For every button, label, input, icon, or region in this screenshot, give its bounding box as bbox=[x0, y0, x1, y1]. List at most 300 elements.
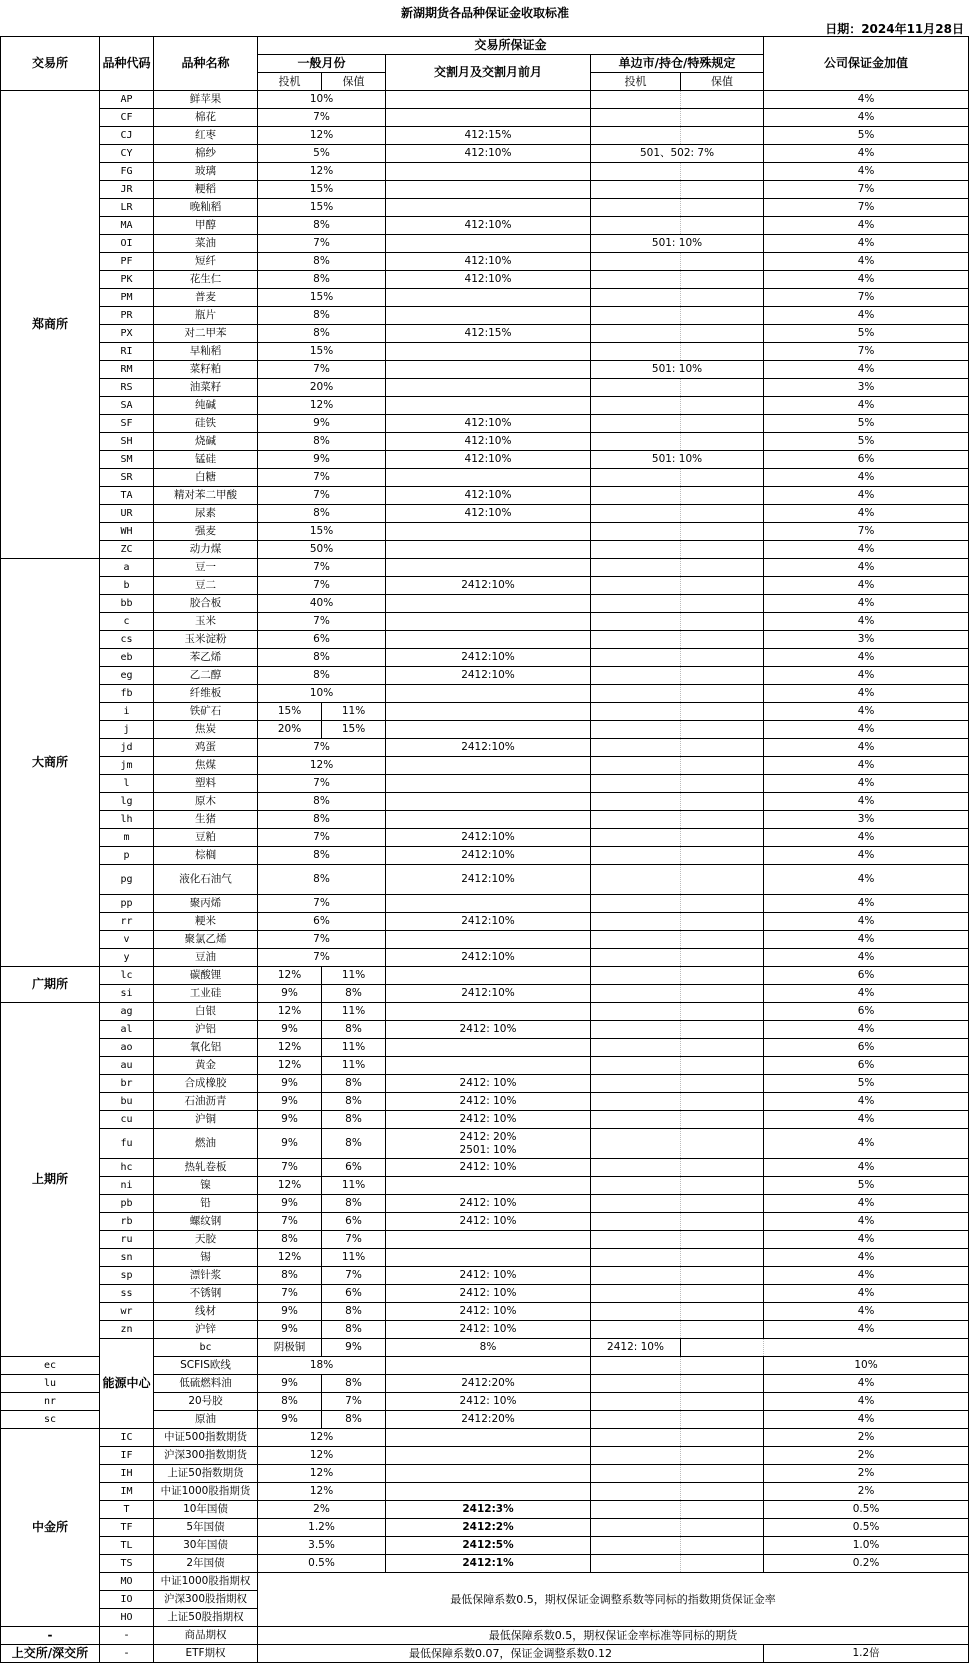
general-cell: 7% bbox=[258, 949, 386, 967]
code-cell: SH bbox=[100, 433, 154, 451]
special-spec-cell bbox=[591, 739, 681, 757]
spec-cell: 8% bbox=[258, 1393, 322, 1411]
delivery-cell bbox=[386, 109, 591, 127]
general-cell: 1.2% bbox=[258, 1519, 386, 1537]
special-hedge-cell bbox=[681, 217, 764, 235]
special-spec-cell bbox=[591, 1429, 681, 1447]
special-hedge-cell bbox=[681, 91, 764, 109]
table-row bbox=[1, 289, 969, 307]
table-row bbox=[1, 721, 969, 739]
code-cell: sn bbox=[100, 1249, 154, 1267]
name-cell: 豆一 bbox=[154, 559, 258, 577]
table-row bbox=[1, 703, 969, 721]
code-cell: fu bbox=[100, 1129, 154, 1159]
delivery-cell: 2412:10% bbox=[386, 913, 591, 931]
general-cell: 12% bbox=[258, 127, 386, 145]
sheet-date: 日期：2024年11月28日 bbox=[825, 22, 964, 36]
name-cell: 纤维板 bbox=[154, 685, 258, 703]
special-hedge-cell bbox=[681, 1057, 764, 1075]
table-row bbox=[1, 1429, 969, 1447]
header-special-hedge: 保值 bbox=[681, 73, 764, 91]
special-hedge-cell bbox=[681, 1375, 764, 1393]
name-cell: 液化石油气 bbox=[154, 865, 258, 895]
special-spec-cell bbox=[591, 595, 681, 613]
general-cell: 10% bbox=[258, 91, 386, 109]
company-add-cell: 4% bbox=[764, 469, 969, 487]
table-row bbox=[1, 415, 969, 433]
code-cell: wr bbox=[100, 1303, 154, 1321]
code-cell: RI bbox=[100, 343, 154, 361]
table-row bbox=[1, 1177, 969, 1195]
table-row bbox=[1, 397, 969, 415]
name-cell: 合成橡胶 bbox=[154, 1075, 258, 1093]
special-hedge-cell bbox=[681, 541, 764, 559]
name-cell: 原油 bbox=[154, 1411, 258, 1429]
spec-cell: 15% bbox=[258, 703, 322, 721]
name-cell: 铅 bbox=[154, 1195, 258, 1213]
table-row bbox=[1, 595, 969, 613]
header-exchange: 交易所 bbox=[1, 37, 100, 91]
code-cell: OI bbox=[100, 235, 154, 253]
hedge-cell: 6% bbox=[322, 1213, 386, 1231]
code-cell: bc bbox=[154, 1339, 258, 1357]
company-add-cell: 4% bbox=[764, 1285, 969, 1303]
special-hedge-cell bbox=[681, 967, 764, 985]
code-cell: a bbox=[100, 559, 154, 577]
name-cell: 聚氯乙烯 bbox=[154, 931, 258, 949]
code-cell: ss bbox=[100, 1285, 154, 1303]
code-cell: - bbox=[100, 1645, 154, 1663]
name-cell: 中证500指数期货 bbox=[154, 1429, 258, 1447]
name-cell: 中证1000股指期货 bbox=[154, 1483, 258, 1501]
name-cell: 粳米 bbox=[154, 913, 258, 931]
name-cell: 阴极铜 bbox=[258, 1339, 322, 1357]
name-cell: 线材 bbox=[154, 1303, 258, 1321]
table-row bbox=[1, 433, 969, 451]
hedge-cell: 8% bbox=[386, 1339, 591, 1357]
company-add-cell: 4% bbox=[764, 949, 969, 967]
special-spec-cell bbox=[591, 487, 681, 505]
name-cell: 螺纹钢 bbox=[154, 1213, 258, 1231]
special-hedge-cell bbox=[681, 667, 764, 685]
company-add-cell: 6% bbox=[764, 451, 969, 469]
special-hedge-cell bbox=[681, 739, 764, 757]
name-cell: 早籼稻 bbox=[154, 343, 258, 361]
delivery-cell: 2412:2% bbox=[386, 1519, 591, 1537]
delivery-cell bbox=[386, 811, 591, 829]
special-hedge-cell bbox=[681, 325, 764, 343]
code-cell: T bbox=[100, 1501, 154, 1519]
table-row bbox=[1, 739, 969, 757]
general-cell: 12% bbox=[258, 1429, 386, 1447]
company-add-cell: 4% bbox=[764, 541, 969, 559]
company-add-cell: 4% bbox=[764, 931, 969, 949]
special-spec-cell bbox=[591, 1249, 681, 1267]
general-cell: 15% bbox=[258, 343, 386, 361]
special-spec-cell bbox=[591, 1393, 681, 1411]
special-hedge-cell bbox=[681, 307, 764, 325]
special-spec-cell bbox=[591, 829, 681, 847]
table-row bbox=[1, 1249, 969, 1267]
table-row bbox=[1, 1057, 969, 1075]
name-cell: 尿素 bbox=[154, 505, 258, 523]
special-hedge-cell bbox=[681, 127, 764, 145]
special-spec-cell bbox=[591, 109, 681, 127]
table-row bbox=[1, 1021, 969, 1039]
delivery-cell: 412:10% bbox=[386, 253, 591, 271]
code-cell: PX bbox=[100, 325, 154, 343]
company-add-cell: 4% bbox=[764, 1213, 969, 1231]
special-spec-cell bbox=[591, 1003, 681, 1021]
spec-cell: 12% bbox=[258, 1177, 322, 1195]
delivery-cell: 2412: 10% bbox=[386, 1267, 591, 1285]
company-add-cell: 4% bbox=[764, 361, 969, 379]
delivery-cell bbox=[386, 235, 591, 253]
table-row bbox=[1, 325, 969, 343]
table-row bbox=[1, 793, 969, 811]
special-hedge-cell bbox=[681, 1555, 764, 1573]
special-spec-cell bbox=[591, 1093, 681, 1111]
company-add-cell: 4% bbox=[764, 253, 969, 271]
name-cell: 黄金 bbox=[154, 1057, 258, 1075]
special-spec-cell bbox=[591, 811, 681, 829]
table-row bbox=[1, 1003, 969, 1021]
delivery-cell: 2412:10% bbox=[386, 865, 591, 895]
table-row bbox=[1, 811, 969, 829]
special-hedge-cell bbox=[681, 757, 764, 775]
delivery-cell: 412:10% bbox=[386, 505, 591, 523]
special-spec-cell bbox=[591, 1111, 681, 1129]
special-spec-cell bbox=[591, 1267, 681, 1285]
special-hedge-cell bbox=[681, 577, 764, 595]
special-hedge-cell bbox=[681, 1159, 764, 1177]
name-cell: 20号胶 bbox=[154, 1393, 258, 1411]
table-row bbox=[1, 775, 969, 793]
name-cell: 石油沥青 bbox=[154, 1093, 258, 1111]
special-hedge-cell bbox=[681, 1321, 764, 1339]
code-cell: lg bbox=[100, 793, 154, 811]
delivery-cell: 412:10% bbox=[386, 487, 591, 505]
name-cell: 玻璃 bbox=[154, 163, 258, 181]
special-hedge-cell bbox=[681, 181, 764, 199]
special-hedge-cell bbox=[681, 1357, 764, 1375]
spec-cell: 9% bbox=[258, 1093, 322, 1111]
delivery-cell: 412:10% bbox=[386, 145, 591, 163]
code-cell: ni bbox=[100, 1177, 154, 1195]
delivery-cell: 2412: 10% bbox=[386, 1075, 591, 1093]
table-row bbox=[1, 505, 969, 523]
name-cell: 乙二醇 bbox=[154, 667, 258, 685]
general-cell: 18% bbox=[258, 1357, 386, 1375]
special-spec-cell bbox=[591, 1303, 681, 1321]
company-add-cell: 7% bbox=[764, 199, 969, 217]
special-spec-cell bbox=[591, 703, 681, 721]
general-cell: 7% bbox=[258, 109, 386, 127]
name-cell: 锡 bbox=[154, 1249, 258, 1267]
special-hedge-cell bbox=[681, 1411, 764, 1429]
special-hedge-cell bbox=[681, 1093, 764, 1111]
delivery-cell bbox=[386, 361, 591, 379]
name-cell: 棉花 bbox=[154, 109, 258, 127]
delivery-cell: 2412: 10% bbox=[386, 1303, 591, 1321]
general-cell: 8% bbox=[258, 253, 386, 271]
company-add-cell: 7% bbox=[764, 289, 969, 307]
delivery-cell bbox=[386, 1057, 591, 1075]
general-cell: 8% bbox=[258, 865, 386, 895]
company-add-cell: 4% bbox=[764, 829, 969, 847]
company-add-cell: 2% bbox=[764, 1429, 969, 1447]
special-hedge-cell bbox=[681, 1129, 764, 1159]
special-spec-cell bbox=[591, 967, 681, 985]
code-cell: RS bbox=[100, 379, 154, 397]
special-hedge-cell bbox=[681, 595, 764, 613]
delivery-cell bbox=[386, 1429, 591, 1447]
special-spec-cell bbox=[591, 325, 681, 343]
general-cell: 15% bbox=[258, 181, 386, 199]
exchange-cell: 中金所 bbox=[1, 1429, 100, 1627]
delivery-cell bbox=[386, 793, 591, 811]
code-cell: SR bbox=[100, 469, 154, 487]
general-cell: 15% bbox=[258, 523, 386, 541]
code-cell: TA bbox=[100, 487, 154, 505]
delivery-cell: 2412: 10% bbox=[386, 1195, 591, 1213]
delivery-cell bbox=[386, 199, 591, 217]
company-add-cell: 4% bbox=[764, 271, 969, 289]
delivery-line: 2501: 10% bbox=[459, 1143, 517, 1156]
spec-cell: 12% bbox=[258, 967, 322, 985]
name-cell: 商品期权 bbox=[154, 1627, 258, 1645]
special-hedge-cell bbox=[681, 1483, 764, 1501]
code-cell: si bbox=[100, 985, 154, 1003]
special-cell: 501: 10% bbox=[591, 451, 764, 469]
delivery-cell: 2412:5% bbox=[386, 1537, 591, 1555]
delivery-cell bbox=[386, 289, 591, 307]
header-general-month: 一般月份 bbox=[258, 55, 386, 73]
delivery-cell bbox=[386, 1249, 591, 1267]
name-cell: 氧化铝 bbox=[154, 1039, 258, 1057]
special-hedge-cell bbox=[681, 913, 764, 931]
special-hedge-cell bbox=[681, 433, 764, 451]
delivery-cell: 2412:10% bbox=[386, 829, 591, 847]
code-cell: IC bbox=[100, 1429, 154, 1447]
table-row bbox=[1, 379, 969, 397]
table-row bbox=[1, 865, 969, 895]
special-spec-cell bbox=[591, 379, 681, 397]
code-cell: eb bbox=[100, 649, 154, 667]
company-add-cell: 4% bbox=[764, 1231, 969, 1249]
company-add-cell: 4% bbox=[764, 847, 969, 865]
spec-cell: 9% bbox=[258, 1375, 322, 1393]
company-add-cell: 2% bbox=[764, 1447, 969, 1465]
name-cell: 锰硅 bbox=[154, 451, 258, 469]
special-spec-cell bbox=[591, 1039, 681, 1057]
delivery-cell: 412:15% bbox=[386, 127, 591, 145]
name-cell: 生猪 bbox=[154, 811, 258, 829]
company-add-cell: 7% bbox=[764, 181, 969, 199]
name-cell: 沪铝 bbox=[154, 1021, 258, 1039]
general-cell: 7% bbox=[258, 577, 386, 595]
name-cell: 低硫燃料油 bbox=[154, 1375, 258, 1393]
hedge-cell: 8% bbox=[322, 1111, 386, 1129]
hedge-cell: 8% bbox=[322, 1021, 386, 1039]
special-spec-cell bbox=[591, 469, 681, 487]
spec-cell: 7% bbox=[258, 1159, 322, 1177]
header-spec: 投机 bbox=[258, 73, 322, 91]
spec-cell: 9% bbox=[258, 1411, 322, 1429]
table-row bbox=[1, 1039, 969, 1057]
table-row bbox=[1, 181, 969, 199]
code-cell: sp bbox=[100, 1267, 154, 1285]
special-spec-cell bbox=[591, 1411, 681, 1429]
company-add-cell: 4% bbox=[764, 397, 969, 415]
delivery-cell: 412:10% bbox=[386, 217, 591, 235]
special-spec-cell bbox=[591, 199, 681, 217]
spec-cell: 12% bbox=[258, 1039, 322, 1057]
name-cell: 菜籽粕 bbox=[154, 361, 258, 379]
company-add-cell: 4% bbox=[764, 487, 969, 505]
delivery-cell bbox=[386, 757, 591, 775]
delivery-cell bbox=[386, 379, 591, 397]
spec-cell: 9% bbox=[258, 1195, 322, 1213]
delivery-cell bbox=[386, 523, 591, 541]
special-hedge-cell bbox=[681, 487, 764, 505]
special-hedge-cell bbox=[681, 949, 764, 967]
name-cell: 玉米 bbox=[154, 613, 258, 631]
special-spec-cell bbox=[591, 1075, 681, 1093]
special-hedge-cell bbox=[681, 343, 764, 361]
special-hedge-cell bbox=[764, 1339, 969, 1357]
special-spec-cell bbox=[591, 1177, 681, 1195]
name-cell: 瓶片 bbox=[154, 307, 258, 325]
general-cell: 8% bbox=[258, 325, 386, 343]
header-delivery: 交割月及交割月前月 bbox=[386, 55, 591, 91]
sheet-title: 新湖期货各品种保证金收取标准 bbox=[400, 6, 569, 20]
special-cell: 501、502: 7% bbox=[591, 145, 764, 163]
name-cell: 沪深300指数期货 bbox=[154, 1447, 258, 1465]
general-cell: 7% bbox=[258, 931, 386, 949]
code-cell: PF bbox=[100, 253, 154, 271]
name-cell: 对二甲苯 bbox=[154, 325, 258, 343]
spec-cell: 20% bbox=[258, 721, 322, 739]
general-cell: 8% bbox=[258, 505, 386, 523]
company-add-cell: 4% bbox=[764, 577, 969, 595]
code-cell: nr bbox=[1, 1393, 100, 1411]
company-add-cell: 2% bbox=[764, 1465, 969, 1483]
table-row bbox=[1, 163, 969, 181]
name-cell: 鸡蛋 bbox=[154, 739, 258, 757]
table-row bbox=[1, 1465, 969, 1483]
name-cell: 铁矿石 bbox=[154, 703, 258, 721]
code-cell: sc bbox=[1, 1411, 100, 1429]
special-spec-cell bbox=[591, 949, 681, 967]
delivery-cell: 412:10% bbox=[386, 433, 591, 451]
table-row bbox=[1, 1501, 969, 1519]
delivery-cell bbox=[386, 613, 591, 631]
company-add-cell: 10% bbox=[764, 1357, 969, 1375]
table-row bbox=[1, 487, 969, 505]
code-cell: UR bbox=[100, 505, 154, 523]
code-cell: lc bbox=[100, 967, 154, 985]
special-spec-cell bbox=[591, 127, 681, 145]
company-add-cell: 4% bbox=[764, 217, 969, 235]
delivery-cell: 2412:10% bbox=[386, 649, 591, 667]
table-row bbox=[1, 949, 969, 967]
hedge-cell: 8% bbox=[322, 1093, 386, 1111]
spec-cell: 9% bbox=[258, 985, 322, 1003]
table-row bbox=[1, 1573, 969, 1591]
delivery-cell: 2412:20% bbox=[386, 1411, 591, 1429]
code-cell: lu bbox=[1, 1375, 100, 1393]
special-hedge-cell bbox=[681, 895, 764, 913]
general-cell: 8% bbox=[258, 217, 386, 235]
name-cell: 上证50股指期权 bbox=[154, 1609, 258, 1627]
special-hedge-cell bbox=[681, 397, 764, 415]
hedge-cell: 11% bbox=[322, 1039, 386, 1057]
delivery-cell bbox=[386, 1003, 591, 1021]
general-cell: 7% bbox=[258, 559, 386, 577]
delivery-cell bbox=[386, 469, 591, 487]
company-add-cell: 4% bbox=[764, 985, 969, 1003]
table-row bbox=[1, 1321, 969, 1339]
delivery-cell: 2412: 10% bbox=[386, 1159, 591, 1177]
company-add-cell: 2% bbox=[764, 1483, 969, 1501]
code-cell: IH bbox=[100, 1465, 154, 1483]
code-cell: ZC bbox=[100, 541, 154, 559]
company-add-cell: 4% bbox=[764, 613, 969, 631]
table-row bbox=[1, 1195, 969, 1213]
name-cell: 5年国债 bbox=[154, 1519, 258, 1537]
delivery-cell: 2412: 10% bbox=[386, 1213, 591, 1231]
special-spec-cell bbox=[591, 613, 681, 631]
delivery-cell bbox=[386, 91, 591, 109]
special-hedge-cell bbox=[681, 1267, 764, 1285]
special-hedge-cell bbox=[681, 1021, 764, 1039]
exchange-cell: 能源中心 bbox=[100, 1339, 154, 1429]
name-cell: 白糖 bbox=[154, 469, 258, 487]
company-add-cell: 4% bbox=[764, 1303, 969, 1321]
company-add-cell: 4% bbox=[764, 1249, 969, 1267]
delivery-cell: 2412: 10% bbox=[386, 1285, 591, 1303]
company-add-cell: 4% bbox=[764, 739, 969, 757]
code-cell: ag bbox=[100, 1003, 154, 1021]
hedge-cell: 11% bbox=[322, 967, 386, 985]
special-spec-cell bbox=[591, 523, 681, 541]
general-cell: 12% bbox=[258, 397, 386, 415]
table-row bbox=[1, 931, 969, 949]
company-add-cell: 3% bbox=[764, 631, 969, 649]
table-row bbox=[1, 757, 969, 775]
code-cell: PR bbox=[100, 307, 154, 325]
code-cell: WH bbox=[100, 523, 154, 541]
code-cell: i bbox=[100, 703, 154, 721]
company-add-cell: 1.2倍 bbox=[764, 1645, 969, 1663]
spec-cell: 9% bbox=[258, 1075, 322, 1093]
code-cell: pp bbox=[100, 895, 154, 913]
name-cell: 烧碱 bbox=[154, 433, 258, 451]
special-hedge-cell bbox=[681, 559, 764, 577]
special-hedge-cell bbox=[681, 1111, 764, 1129]
code-cell: pb bbox=[100, 1195, 154, 1213]
special-hedge-cell bbox=[681, 685, 764, 703]
company-add-cell: 3% bbox=[764, 379, 969, 397]
table-row bbox=[1, 343, 969, 361]
table-row bbox=[1, 127, 969, 145]
name-cell: 短纤 bbox=[154, 253, 258, 271]
hedge-cell: 8% bbox=[322, 1411, 386, 1429]
delivery-cell bbox=[386, 343, 591, 361]
spec-cell: 12% bbox=[258, 1057, 322, 1075]
special-spec-cell bbox=[591, 1501, 681, 1519]
